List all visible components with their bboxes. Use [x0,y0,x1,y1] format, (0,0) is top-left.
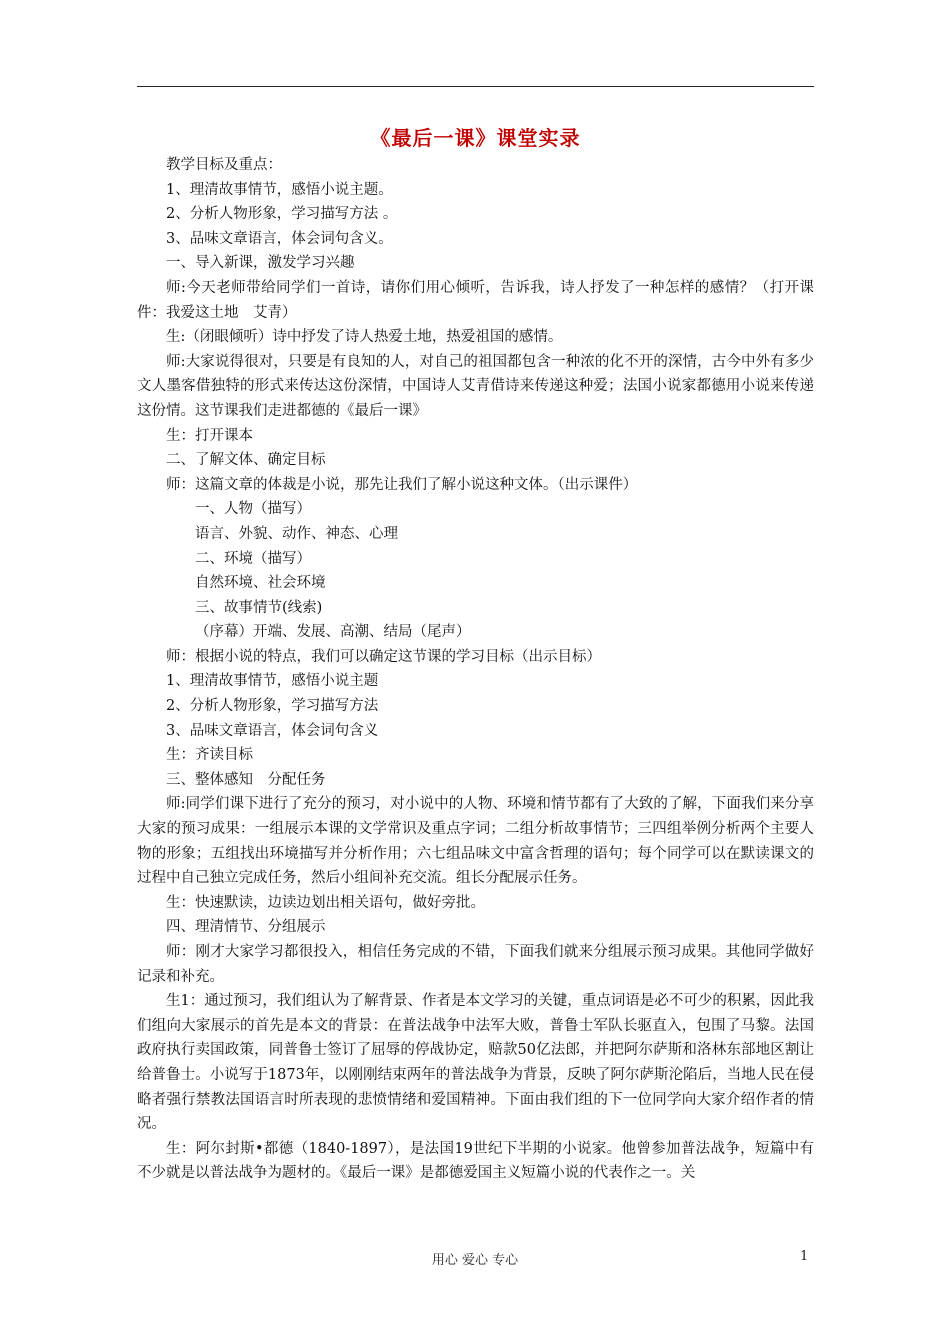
paragraph: 师：刚才大家学习都很投入，相信任务完成的不错，下面我们就来分组展示预习成果。其他同学做好记录和补充。 [137,944,814,985]
paragraph: 师:大家说得很对，只要是有良知的人，对自己的祖国都包含一种浓的化不开的深情，古今中外有多少文人墨客借独特的形式来传达这份深情，中国诗人艾青借诗来传递这种爱；法国小说家都德用小说来传递这份情。这节课我们走进都德的《最后一课》 [137,353,814,419]
paragraph: 生：快速默读，边读边划出相关语句，做好旁批。 [166,894,485,911]
paragraph: 师：这篇文章的体裁是小说，那先让我们了解小说这种文体。（出示课件） [166,476,638,493]
paragraph: 师:同学们课下进行了充分的预习，对小说中的人物、环境和情节都有了大致的了解，下面我们来分享大家的预习成果：一组展示本课的文学常识及重点字词；二组分析故事情节；三四组举例分析两个主要人物的形象；五组找出环境描写并分析作用；六七组品味文中富含哲理的语句；每个同学可以在默读课文的过程中自己独立完成任务，然后小组间补充交流。组长分配展示任务。 [137,796,814,887]
paragraph: 2、分析人物形象，学习描写方法 。 [166,206,398,223]
paragraph: 语言、外貌、动作、神态、心理 [195,525,398,542]
paragraph: 生:（闭眼倾听）诗中抒发了诗人热爱土地，热爱祖国的感情。 [166,329,563,346]
paragraph: 自然环境、社会环境 [195,575,326,592]
paragraph: 二、了解文体、确定目标 [166,452,326,469]
paragraph: 2、分析人物形象，学习描写方法 [166,698,379,715]
paragraph: 教学目标及重点： [166,157,282,173]
paragraph: （序幕）开端、发展、高潮、结局（尾声） [195,624,471,641]
paragraph: 师：根据小说的特点，我们可以确定这节课的学习目标（出示目标） [166,648,601,665]
document-body [137,153,814,1186]
page-number: 1 [800,1249,809,1264]
paragraph: 一、人物（描写） [195,501,311,518]
document-title: 《最后一课》课堂实录 [370,126,581,150]
paragraph: 生：齐读目标 [166,747,253,764]
paragraph: 生：阿尔封斯•都德（1840-1897），是法国19世纪下半期的小说家。他曾参加普法战争，短篇中有不少就是以普法战争为题材的。《最后一课》是都德爱国主义短篇小说的代表作之一。关 [137,1140,814,1182]
header-rule [137,86,814,87]
paragraph: 3、品味文章语言，体会词句含义 [166,722,379,739]
paragraph: 三、故事情节(线索) [195,599,323,616]
paragraph: 三、整体感知 分配任务 [166,771,326,788]
paragraph: 3、品味文章语言，体会词句含义。 [166,230,393,247]
paragraph: 1、理清故事情节，感悟小说主题 [166,673,379,690]
paragraph: 1、理清故事情节，感悟小说主题。 [166,181,393,198]
paragraph: 二、环境（描写） [195,550,311,567]
paragraph: 一、导入新课，激发学习兴趣 [166,255,355,272]
paragraph: 四、理清情节、分组展示 [166,919,326,936]
paragraph: 生1：通过预习，我们组认为了解背景、作者是本文学习的关键，重点词语是必不可少的积累，因此我们组向大家展示的首先是本文的背景：在普法战争中法军大败，普鲁士军队长驱直入，包围了马黎。法国政府执行卖国政策，同普鲁士签订了屈辱的停战协定，赔款50亿法郎，并把阿尔萨斯和洛林东部地区割让给普鲁士。小说写于1873年，以刚刚结束两年的普法战争为背景，反映了阿尔萨斯沦陷后，当地人民在侵略者强行禁教法国语言时所表现的悲愤情绪和爱国精神。下面由我们组的下一位同学向大家介绍作者的情况。 [137,993,814,1133]
paragraph: 师:今天老师带给同学们一首诗，请你们用心倾听，告诉我，诗人抒发了一种怎样的感情？（打开课件：我爱这土地 艾青） [137,279,814,321]
paragraph: 生：打开课本 [166,427,253,444]
footer-slogan: 用心 爱心 专心 [431,1253,519,1268]
